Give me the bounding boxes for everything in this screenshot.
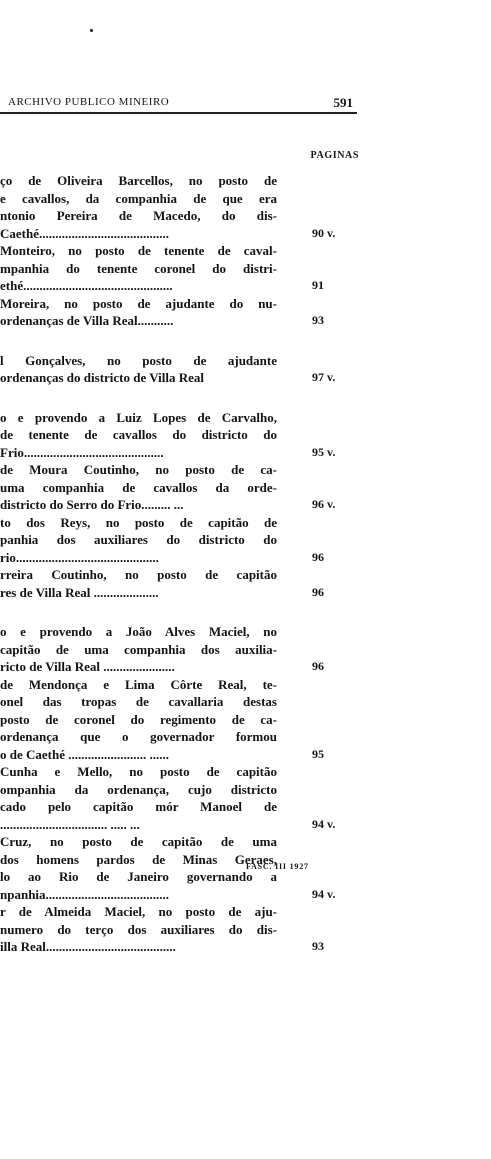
entry-line: capitão de uma companhia dos auxilia- <box>0 641 277 657</box>
entry-line: ................................. ..... ... <box>0 816 140 832</box>
entry-line: ethé.............................................. <box>0 278 173 293</box>
entry-line: ordenanças de Villa Real........... <box>0 313 174 328</box>
entry-line: cado pelo capitão mór Manoel de <box>0 799 277 814</box>
index-entries <box>0 172 491 956</box>
entry-line: o e provendo a João Alves Maciel, no <box>0 624 277 639</box>
entry-line: de tenente de cavallos do districto do <box>0 427 277 442</box>
column-heading: PAGINAS <box>310 150 359 161</box>
page-reference: 96 v. <box>312 497 336 511</box>
entry-line: r de Almeida Maciel, no posto de aju- <box>0 904 277 919</box>
entry-line: rio............................................ <box>0 549 159 565</box>
entry-line: de Moura Coutinho, no posto de ca- <box>0 462 277 477</box>
index-entry <box>0 409 491 462</box>
entry-line: posto de coronel do regimento de ca- <box>0 711 277 727</box>
entry-line: o e provendo a Luiz Lopes de Carvalho, <box>0 409 277 425</box>
page-reference: 90 v. <box>312 225 336 240</box>
entry-line: ço de Oliveira Barcellos, no posto de <box>0 173 277 188</box>
entry-line: illa Real........................................ <box>0 939 176 954</box>
entry-line: e cavallos, da companhia de que era <box>0 190 277 206</box>
entry-line: rreira Coutinho, no posto de capitão <box>0 567 277 582</box>
entry-line: numero do terço dos auxiliares do dis- <box>0 921 277 937</box>
entry-line: to dos Reys, no posto de capitão de <box>0 514 277 530</box>
page-reference: 93 <box>312 939 324 953</box>
page-header <box>8 96 365 112</box>
index-entry <box>0 295 491 330</box>
page-reference: 94 v. <box>312 886 336 901</box>
page-reference: 96 <box>312 584 324 599</box>
entry-line: npanhia...................................... <box>0 886 170 902</box>
index-entry <box>0 623 491 676</box>
page-reference: 96 <box>312 549 324 564</box>
entry-line: panhia dos auxiliares do districto do <box>0 532 277 547</box>
page-number: 591 <box>333 95 353 110</box>
page-reference: 91 <box>312 278 324 292</box>
page-reference: 95 v. <box>312 444 336 459</box>
page-reference: 95 <box>312 746 324 761</box>
index-entry <box>0 461 491 514</box>
entry-line: uma companhia de cavallos da orde- <box>0 479 277 495</box>
entry-line: Cruz, no posto de capitão de uma <box>0 834 277 849</box>
entry-line: Moreira, no posto de ajudante do nu- <box>0 295 277 311</box>
header-rule <box>0 112 357 114</box>
entry-line: Caethé........................................ <box>0 225 169 241</box>
entry-line: l Gonçalves, no posto de ajudante <box>0 352 277 368</box>
entry-line: Frio........................................... <box>0 444 164 460</box>
entry-line: de Mendonça e Lima Côrte Real, te- <box>0 676 277 692</box>
page-reference: 93 <box>312 313 324 327</box>
entry-line: res de Villa Real .................... <box>0 584 159 600</box>
index-entry <box>0 676 491 764</box>
index-entry <box>0 763 491 833</box>
entry-line: mpanhia do tenente coronel do distri- <box>0 260 277 276</box>
page-reference: 97 v. <box>312 370 336 384</box>
running-head: ARCHIVO PUBLICO MINEIRO <box>8 96 170 108</box>
index-entry <box>0 242 491 295</box>
index-entry <box>0 514 491 567</box>
index-entry <box>0 566 491 601</box>
index-entry <box>0 903 491 956</box>
entry-line: ntonio Pereira de Macedo, do dis- <box>0 208 277 223</box>
entry-line: onel das tropas de cavallaria destas <box>0 694 277 709</box>
entry-line: lo ao Rio de Janeiro governando a <box>0 869 277 884</box>
entry-line: districto do Serro do Frio......... ... <box>0 497 184 512</box>
entry-line: o de Caethé ........................ ...... <box>0 746 169 762</box>
entry-line: ricto de Villa Real ...................... <box>0 659 175 674</box>
entry-line: Cunha e Mello, no posto de capitão <box>0 764 277 779</box>
entry-line: dos homens pardos de Minas Geraes, <box>0 851 277 867</box>
page-reference: 96 <box>312 659 324 673</box>
entry-line: ordenanças do districto de Villa Real <box>0 370 205 385</box>
entry-line: ordenança que o governador formou <box>0 729 277 744</box>
entry-line: Monteiro, no posto de tenente de caval- <box>0 243 277 258</box>
index-entry <box>0 352 491 387</box>
page-reference: 94 v. <box>312 816 336 831</box>
speck-mark <box>90 29 93 32</box>
signature-mark: FASC. III 1927 <box>246 862 309 871</box>
index-entry <box>0 172 491 242</box>
entry-line: ompanhia da ordenança, cujo districto <box>0 781 277 797</box>
